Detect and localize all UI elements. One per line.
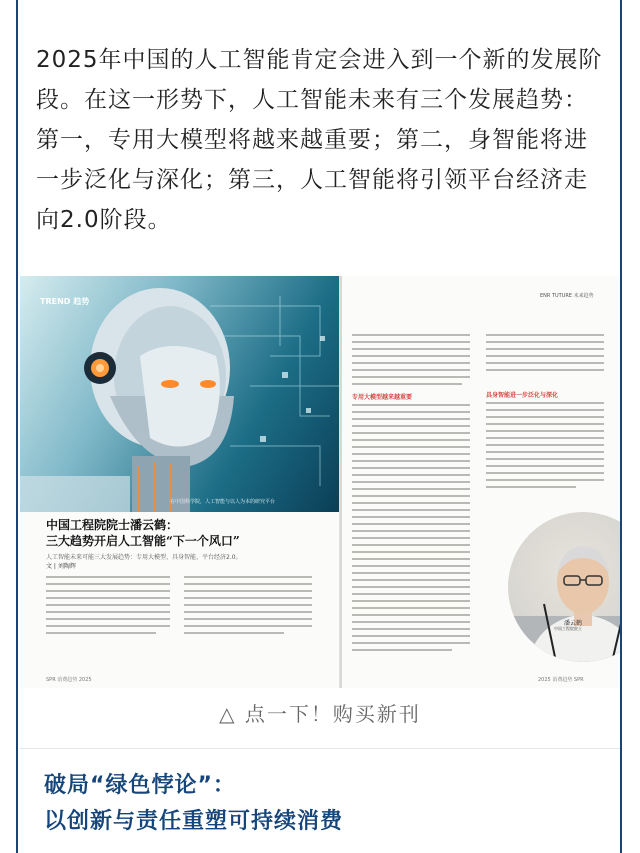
author-name: 潘云鹤: [564, 620, 583, 627]
intro-paragraph: 2025年中国的人工智能肯定会进入到一个新的发展阶段。在这一形势下，人工智能未来有三个发展趋势：第一，专用大模型将越来越重要；第二，身智能将进一步泛化与深化；第三，人工智能将引领平台经济走向2.0阶段。: [36, 47, 603, 233]
article-author: 文 | 刘陶辉: [46, 563, 76, 570]
section-head-embodied-ai: 具身智能进一步泛化与深化: [486, 392, 559, 399]
next-article-title-line2: 以创新与责任重塑可持续消费: [44, 809, 344, 834]
article-title: [46, 517, 326, 549]
portrait-photo: [508, 512, 620, 662]
section-head-specialized-models: 专用大模型越来越重要: [352, 394, 413, 401]
magazine-right-page: [342, 276, 620, 688]
buy-new-issue-link[interactable]: △ 点一下！购买新刊: [219, 702, 421, 726]
left-folio: SPR 消费趋势 2025: [46, 677, 92, 683]
next-article-title-line1: 破局“绿色悖论”：: [44, 773, 236, 798]
author-title: 中国工程院院士: [554, 626, 582, 631]
trend-logo: TREND 趋势: [40, 297, 90, 306]
article-subtitle: 人工智能未来可能三大发展趋势：专用大模型、具身智能、平台经济2.0。: [46, 554, 242, 561]
cropped-heading: [38, 0, 218, 4]
magazine-left-page: [20, 276, 340, 688]
article-title-line1: 中国工程院院士潘云鹤：: [46, 518, 179, 532]
author-portrait: [508, 512, 620, 662]
robot-illustration: [20, 276, 340, 512]
right-folio: 2025 消费趋势 SPR: [538, 677, 584, 683]
image-caption: 在中国科学院，人工智能与以人为本的研究平台: [170, 499, 276, 505]
article-title-line2: 三大趋势开启人工智能“下一个风口”: [46, 534, 240, 548]
magazine-spread-image[interactable]: [20, 276, 620, 688]
next-article-title[interactable]: [44, 768, 604, 840]
right-page-header: ENR TUTURE 未来趋势: [540, 293, 594, 299]
section-divider: [20, 748, 620, 749]
robot-hero-image: [20, 276, 340, 512]
